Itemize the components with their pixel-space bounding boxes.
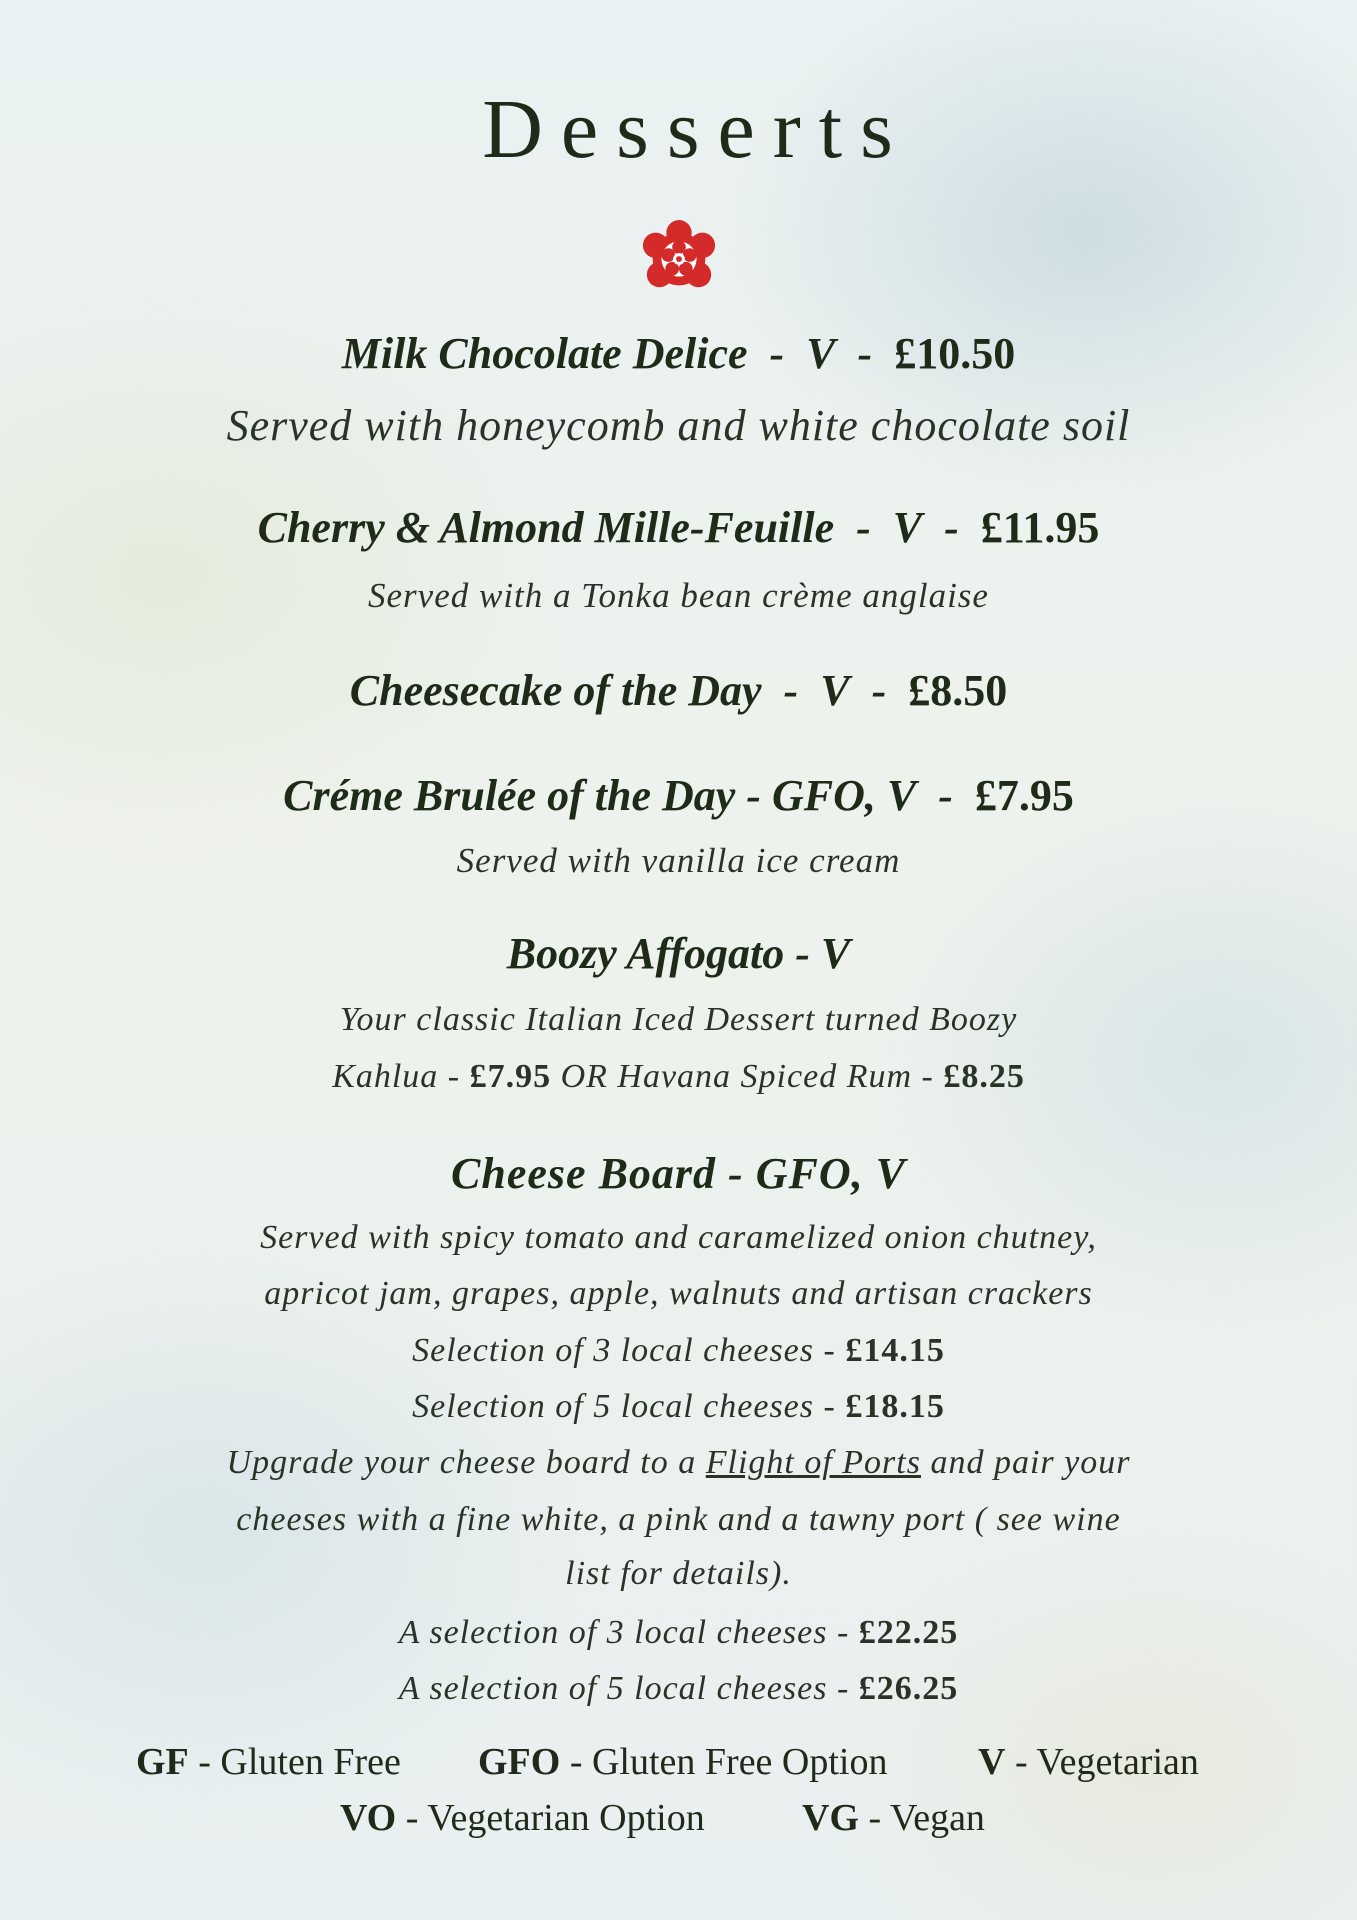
menu-item-title: Créme Brulée of the Day - GFO, V - £7.95 — [283, 771, 1074, 820]
upgrade-note-line: cheeses with a fine white, a pink and a tawny port ( see wine — [236, 1501, 1121, 1538]
menu-item-title: Cheese Board - GFO, V — [451, 1149, 906, 1198]
menu-item-title: Milk Chocolate Delice - V - £10.50 — [341, 329, 1016, 378]
item-price: £11.95 — [980, 503, 1100, 552]
upgrade-note: Upgrade your cheese board to a Flight of Ports and pair your — [226, 1444, 1131, 1481]
tudor-rose-icon — [640, 220, 718, 298]
cheese-selection: Selection of 5 local cheeses - £18.15 — [412, 1388, 945, 1425]
selection-price: £18.15 — [845, 1388, 945, 1425]
menu-item-title: Cherry & Almond Mille-Feuille - V - £11.95 — [257, 503, 1100, 552]
option-price: £8.25 — [943, 1058, 1025, 1095]
item-tags: V — [806, 329, 836, 378]
page-title: Desserts — [482, 83, 911, 176]
item-description: Served with a Tonka bean crème anglaise — [368, 576, 989, 615]
upgrade-note-line: list for details). — [565, 1555, 792, 1592]
item-price: £8.50 — [908, 666, 1008, 715]
item-description: Served with honeycomb and white chocolate soil — [226, 401, 1131, 450]
item-name: Cheesecake of the Day — [349, 666, 762, 715]
selection-price: £22.25 — [858, 1614, 959, 1651]
item-name: Milk Chocolate Delice — [341, 329, 748, 378]
legend-gf: GF - Gluten Free — [136, 1741, 401, 1783]
item-name: Créme Brulée of the Day - GFO, V — [283, 771, 917, 820]
selection-price: £26.25 — [858, 1670, 959, 1707]
legend-vg: VG - Vegan — [802, 1797, 985, 1839]
item-description-line: Served with spicy tomato and caramelized onion chutney, — [260, 1219, 1097, 1256]
menu-item-title: Cheesecake of the Day - V - £8.50 — [349, 666, 1008, 715]
item-tags: V — [892, 503, 923, 552]
item-name: Cherry & Almond Mille-Feuille — [257, 503, 835, 552]
item-options: Kahlua - £7.95 OR Havana Spiced Rum - £8.25 — [332, 1058, 1025, 1095]
item-price: £10.50 — [894, 329, 1016, 378]
item-tags: V — [820, 666, 850, 715]
flight-of-ports-link[interactable]: Flight of Ports — [705, 1444, 921, 1481]
cheese-selection: Selection of 3 local cheeses - £14.15 — [412, 1332, 945, 1369]
item-description-line: apricot jam, grapes, apple, walnuts and artisan crackers — [264, 1275, 1093, 1312]
menu-item-title: Boozy Affogato - V — [506, 929, 851, 978]
legend-v: V - Vegetarian — [978, 1741, 1199, 1783]
legend-gfo: GFO - Gluten Free Option — [478, 1741, 888, 1783]
item-description: Your classic Italian Iced Dessert turned Boozy — [339, 1001, 1018, 1038]
item-price: £7.95 — [974, 771, 1074, 820]
port-selection: A selection of 3 local cheeses - £22.25 — [398, 1614, 959, 1651]
legend-vo: VO - Vegetarian Option — [340, 1797, 705, 1839]
port-selection: A selection of 5 local cheeses - £26.25 — [398, 1670, 959, 1707]
selection-price: £14.15 — [845, 1332, 945, 1369]
option-price: £7.95 — [469, 1058, 552, 1095]
item-description: Served with vanilla ice cream — [456, 841, 901, 880]
